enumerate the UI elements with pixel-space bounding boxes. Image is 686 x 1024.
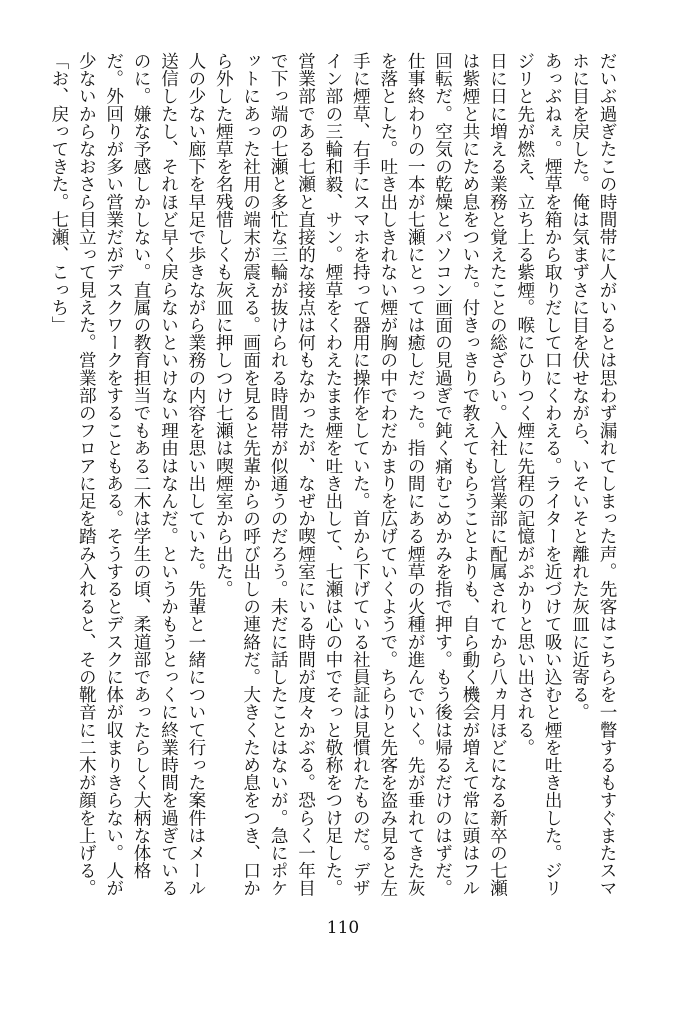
paragraph-3: 日に日に増える業務と覚えたことの総ざらい。入社し営業部に配属されてから八ヵ月ほどになる新卒の七瀬は紫煙と共にため息をついた。付きっきりで教えてもらうことよりも、自ら動く機会が増えて常に頭はフル回転だ。空気の乾燥とパソコン画面の見過ぎで鈍く痛むこめかみを指で押す。もう後は帰るだけのはずだ。仕事終わりの一本が七瀬にとっては癒しだった。指の間にある煙草の火種が進んでいく。先が垂れてきた灰を落とした。吐き出しきれない煙が胸の中でわだかまりを広げていくようで。ちらりと先客を盗み見ると左手に煙草、右手にスマホを持って器用に操作をしていた。首から下げている社員証は見慣れたものだ。デザイン部の三輪和毅、サン。煙草をくわえたまま煙を吐き出して、七瀬は心の中でそっと敬称をつけ足した。営業部である七瀬と直接的な接点は何もなかったが、なぜか喫煙室にいる時間が度々かぶる。恐らく一年目で下っ端の七瀬と多忙な三輪が抜けられる時間帯が似通うのだろう。未だに話したことはないが。急にポケットにあった社用の端末が震える。画面を見ると先輩からの呼び出しの連絡だ。大きくため息をつき、口から外した煙草を名残惜しくも灰皿に押しつけ七瀬は喫煙室から出た。	[213, 52, 508, 897]
vertical-text-body	[48, 52, 620, 904]
paragraph-2: あっぶねぇ。煙草を箱から取りだして口にくわえる。ライターを近づけて吸い込むと煙を吐き出した。ジリジリと先が燃え、立ち上る紫煙。喉にひりつく煙に先程の記憶がぷかりと思い出される。	[514, 52, 563, 897]
paragraph-1: だいぶ過ぎたこの時間帯に人がいるとは思わず漏れてしまった声。先客はこちらを一瞥するもすぐまたスマホに目を戻した。俺は気まずさに目を伏せながら、いそいそと離れた灰皿に近寄る。	[569, 52, 617, 897]
page-number: 110	[326, 918, 360, 938]
paragraph-4: 人の少ない廊下を早足で歩きながら業務の内容を思い出していた。先輩と一緒について行った案件はメール送信したし、それほど早く戻らないといけない理由はなんだ。というかもうとっくに終業時間を過ぎているのに。嫌な予感しかしない。直属の教育担当でもある二木は学生の頃、柔道部であったらしく大柄な体格だ。外回りが多い営業だがデスクワークをすることもある。そうするとデスクに体が収まりきらない。人が少ないからなおさら目立って見えた。営業部のフロアに足を踏み入れると、その靴音に二木が顔を上げる。	[76, 52, 206, 897]
paragraph-5-dialogue: 「お、戻ってきた。七瀬、こっち」	[48, 52, 69, 334]
